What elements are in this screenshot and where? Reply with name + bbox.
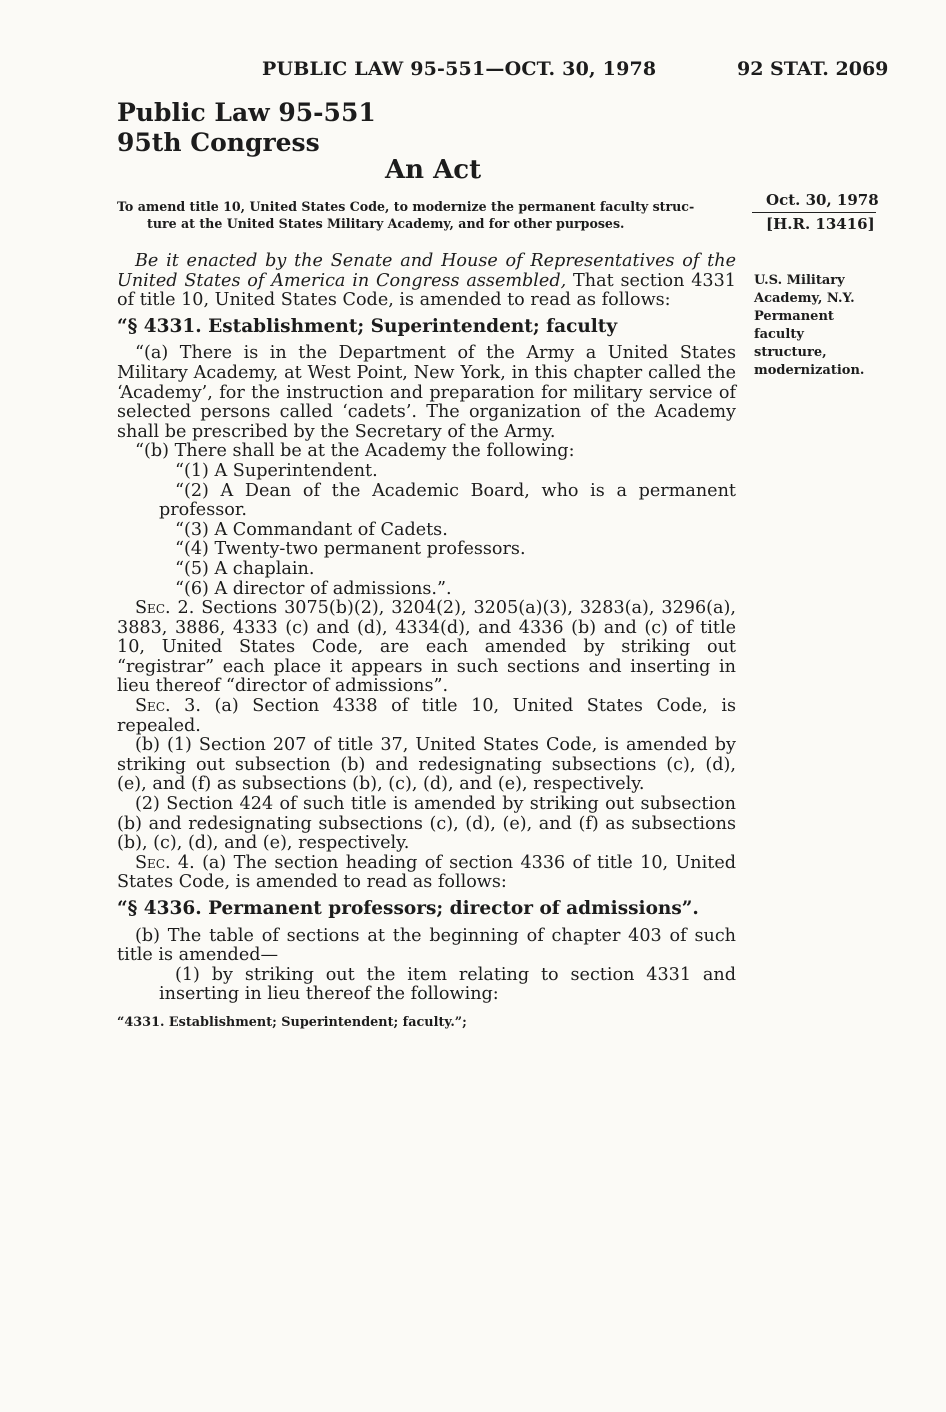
purpose-clause [117, 198, 739, 232]
sec-label: Sec. [135, 696, 171, 717]
statute-reference: 92 STAT. 2069 [737, 58, 889, 80]
public-law-title: Public Law 95-551 [117, 98, 376, 127]
approval-date: Oct. 30, 1978 [752, 191, 876, 213]
running-head: PUBLIC LAW 95-551—OCT. 30, 1978 [262, 58, 657, 80]
list-item: “(6) A director of admissions.”. [175, 578, 452, 599]
paragraph-a: “(a) There is in the Department of the Army a United States Military Academy, at West Point, New York, in this chapter called the ‘Academy’, for the instruction and preparation for military service of selected persons called ‘cadets’. The organization of the Academy shall be prescribed by the Secretary of the Army. [117, 343, 736, 442]
section-4: Sec. 4. (a) The section heading of section 4336 of title 10, United States Code, is amended to read as follows: [117, 852, 736, 893]
section-4336-heading: “§ 4336. Permanent professors; director of admissions”. [117, 898, 699, 919]
section-4-b-1: (1) by striking out the item relating to section 4331 and inserting in lieu thereof the following: [159, 964, 736, 1005]
margin-note-line: structure, [754, 345, 827, 360]
purpose-line-1: To amend title 10, United States Code, to modernize the permanent faculty struc- [117, 199, 695, 214]
list-item: “(3) A Commandant of Cadets. [175, 519, 448, 540]
paragraph-b: “(b) There shall be at the Academy the following: [135, 441, 575, 462]
margin-notes [754, 272, 884, 380]
margin-note-line: U.S. Military [754, 273, 845, 288]
enacting-rest: That section 4331 of title 10, United States Code, is amended to read as follows: [117, 270, 737, 311]
section-2: Sec. 2. Sections 3075(b)(2), 3204(2), 3205(a)(3), 3283(a), 3296(a), 3883, 3886, 4333 (c) and (d), 4334(d), and 4336 (b) and (c) of title 10, United States Code, are each amended by striking out “registrar” each place it appears in such sections and inserting in lieu thereof “director of admissions”. [117, 598, 736, 697]
sec-label: Sec. [135, 852, 171, 873]
date-margin-note [752, 191, 879, 233]
section-4331-heading: “§ 4331. Establishment; Superintendent; faculty [117, 315, 618, 337]
congress-label: 95th Congress [117, 128, 320, 157]
enacting-clause [117, 252, 736, 311]
list-item: “(4) Twenty-two permanent professors. [175, 539, 526, 560]
margin-note-line: Permanent [754, 309, 834, 324]
purpose-line-2: ture at the United States Military Academy, and for other purposes. [147, 216, 625, 231]
sec-label: Sec. [135, 598, 171, 619]
act-body [117, 252, 736, 1033]
section-3-b-2: (2) Section 424 of such title is amended by striking out subsection (b) and redesignating subsections (c), (d), (e), and (f) as subsections (b), (c), (d), and (e), respectively. [117, 794, 736, 854]
margin-note-line: faculty [754, 327, 804, 342]
margin-note-line: modernization. [754, 363, 865, 378]
margin-note-line: Academy, N.Y. [754, 291, 855, 306]
list-item: “(5) A chaplain. [175, 558, 315, 579]
list-item: “(2) A Dean of the Academic Board, who is a permanent professor. [159, 480, 736, 521]
enacting-italic: Be it enacted by the Senate and House of Representatives of the United States of America in Congress assembled, [117, 251, 736, 291]
table-of-sections-item: “4331. Establishment; Superintendent; faculty.”; [117, 1014, 467, 1030]
bill-number: [H.R. 13416] [766, 215, 875, 233]
section-4-b: (b) The table of sections at the beginning of chapter 403 of such title is amended— [117, 925, 736, 966]
list-item: “(1) A Superintendent. [175, 460, 378, 481]
section-3: Sec. 3. (a) Section 4338 of title 10, United States Code, is repealed. [117, 696, 736, 736]
section-3-b-1: (b) (1) Section 207 of title 37, United States Code, is amended by striking out subsection (b) and redesignating subsections (c), (d), (e), and (f) as subsections (b), (c), (d), and (e), respectively. [117, 735, 736, 795]
act-heading: An Act [385, 155, 482, 185]
